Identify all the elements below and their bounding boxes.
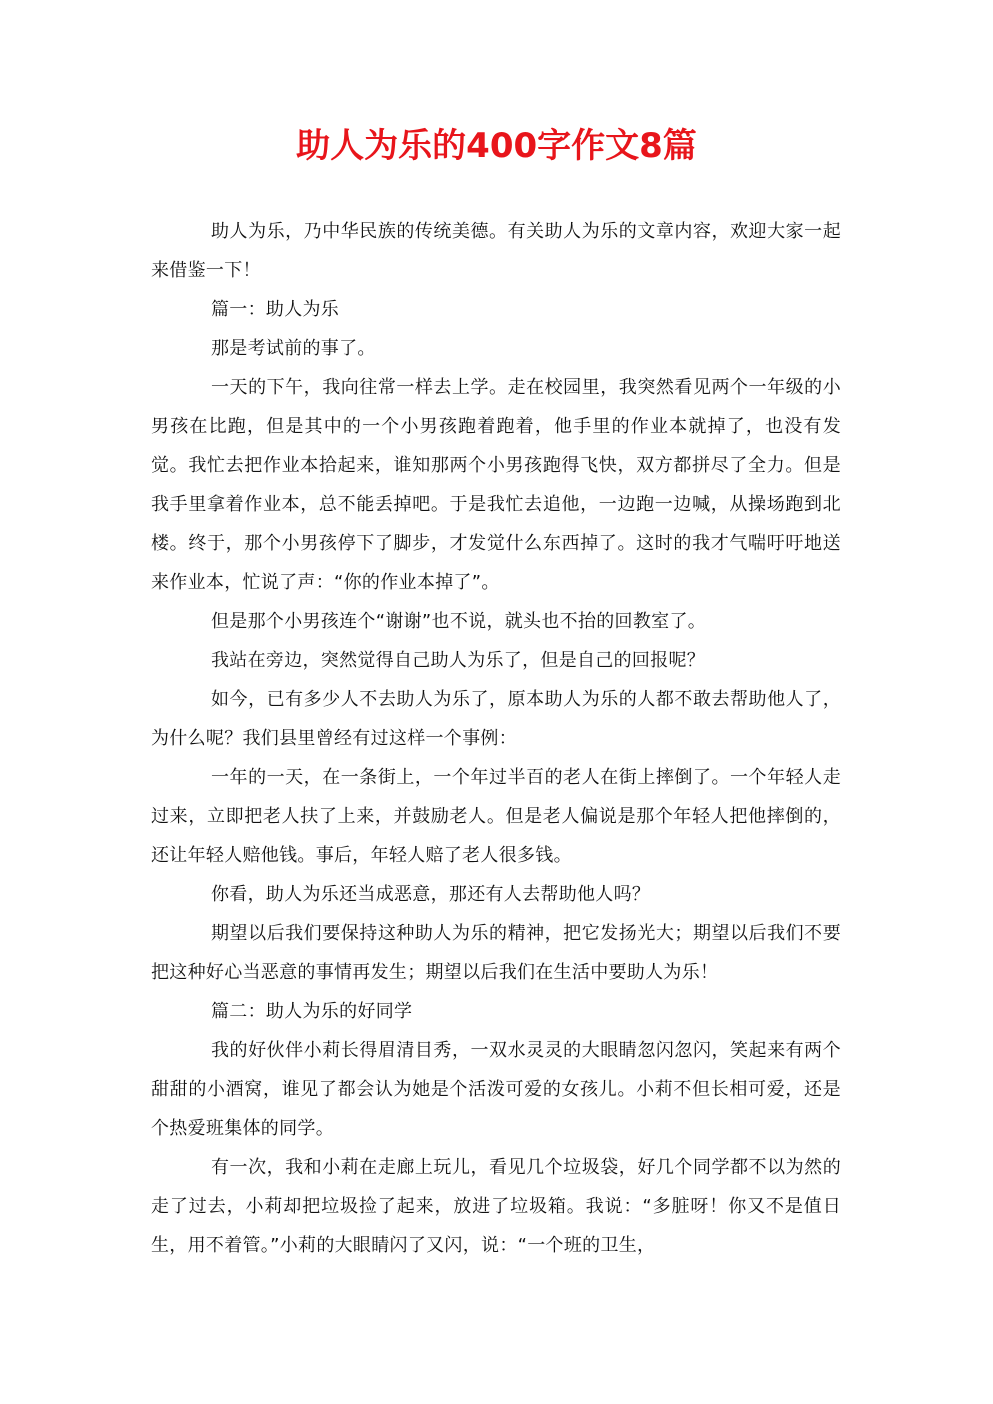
section-heading-2: 篇二：助人为乐的好同学 [211,1001,413,1022]
paragraph: 期望以后我们要保持这种助人为乐的精神，把它发扬光大；期望以后我们不要把这种好心当恶意的事情再发生；期望以后我们在生活中要助人为乐！ [151,923,841,983]
section-heading-1: 篇一：助人为乐 [211,299,340,320]
paragraph: 我站在旁边，突然觉得自己助人为乐了，但是自己的回报呢？ [211,650,706,671]
paragraph: 但是那个小男孩连个“谢谢”也不说，就头也不抬的回教室了。 [211,611,707,632]
document-title: 助人为乐的400字作文8篇 [296,126,697,166]
paragraph-intro: 助人为乐，乃中华民族的传统美德。有关助人为乐的文章内容，欢迎大家一起来借鉴一下！ [151,221,841,281]
paragraph: 一天的下午，我向往常一样去上学。走在校园里，我突然看见两个一年级的小男孩在比跑，但是其中的一个小男孩跑着跑着，他手里的作业本就掉了，也没有发觉。我忙去把作业本拾起来，谁知那两个小男孩跑得飞快，双方都拼尽了全力。但是我手里拿着作业本，总不能丢掉吧。于是我忙去追他，一边跑一边喊，从操场跑到北楼。终于，那个小男孩停下了脚步，才发觉什么东西掉了。这时的我才气喘吁吁地送来作业本，忙说了声：“你的作业本掉了”。 [151,377,841,593]
paragraph: 有一次，我和小莉在走廊上玩儿，看见几个垃圾袋，好几个同学都不以为然的走了过去，小莉却把垃圾捡了起来，放进了垃圾箱。我说：“多脏呀！你又不是值日生，用不着管。”小莉的大眼睛闪了又闪，说：“一个班的卫生， [151,1157,841,1256]
document-body [151,212,841,1265]
paragraph: 我的好伙伴小莉长得眉清目秀，一双水灵灵的大眼睛忽闪忽闪，笑起来有两个甜甜的小酒窝，谁见了都会认为她是个活泼可爱的女孩儿。小莉不但长相可爱，还是个热爱班集体的同学。 [151,1040,841,1139]
paragraph: 一年的一天，在一条街上，一个年过半百的老人在街上摔倒了。一个年轻人走过来，立即把老人扶了上来，并鼓励老人。但是老人偏说是那个年轻人把他摔倒的，还让年轻人赔他钱。事后，年轻人赔了老人很多钱。 [151,767,841,866]
paragraph: 那是考试前的事了。 [211,338,376,359]
paragraph: 如今，已有多少人不去助人为乐了，原本助人为乐的人都不敢去帮助他人了，为什么呢？我们县里曾经有过这样一个事例： [151,689,841,749]
paragraph: 你看，助人为乐还当成恶意，那还有人去帮助他人吗？ [211,884,651,905]
